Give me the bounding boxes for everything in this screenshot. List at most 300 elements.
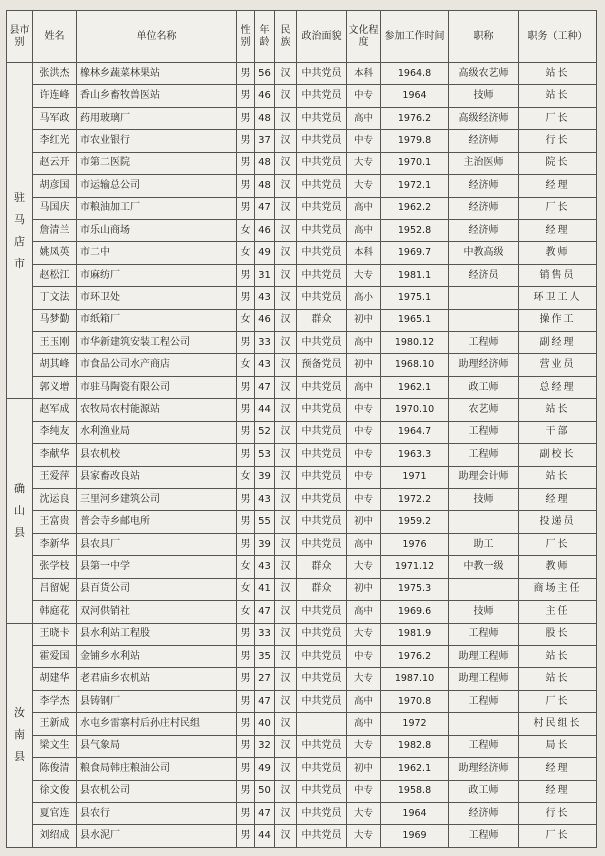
start-date-cell: 1952.8 — [381, 219, 449, 241]
politics-cell: 群众 — [297, 309, 347, 331]
unit-cell: 市麻纺厂 — [77, 264, 237, 286]
start-date-cell: 1964.7 — [381, 421, 449, 443]
politics-cell: 中共党员 — [297, 421, 347, 443]
table-row — [7, 309, 597, 331]
title-cell: 中教一级 — [449, 556, 519, 578]
table-row — [7, 713, 597, 735]
table-row — [7, 63, 597, 85]
table-row — [7, 802, 597, 824]
education-cell: 初中 — [347, 578, 381, 600]
unit-cell: 市华新建筑安装工程公司 — [77, 332, 237, 354]
age-cell: 49 — [255, 758, 275, 780]
education-cell: 中专 — [347, 645, 381, 667]
sex-cell: 男 — [237, 645, 255, 667]
ethnicity-cell: 汉 — [275, 713, 297, 735]
name-cell: 韩庭花 — [33, 601, 77, 623]
title-cell: 经济师 — [449, 802, 519, 824]
column-header: 职务（工种） — [519, 11, 597, 63]
column-header: 单位名称 — [77, 11, 237, 63]
education-cell: 高小 — [347, 287, 381, 309]
age-cell: 47 — [255, 601, 275, 623]
age-cell: 47 — [255, 197, 275, 219]
position-cell: 行长 — [519, 130, 597, 152]
table-row — [7, 130, 597, 152]
position-cell: 教师 — [519, 556, 597, 578]
table-row — [7, 645, 597, 667]
politics-cell — [297, 713, 347, 735]
start-date-cell: 1963.3 — [381, 444, 449, 466]
table-row — [7, 668, 597, 690]
sex-cell: 女 — [237, 354, 255, 376]
column-header: 姓名 — [33, 11, 77, 63]
title-cell: 助理经济师 — [449, 354, 519, 376]
county-cell: 确山县 — [7, 399, 33, 623]
age-cell: 53 — [255, 444, 275, 466]
position-cell: 副校长 — [519, 444, 597, 466]
education-cell: 中专 — [347, 489, 381, 511]
sex-cell: 男 — [237, 825, 255, 848]
title-cell: 政工师 — [449, 780, 519, 802]
start-date-cell: 1975.3 — [381, 578, 449, 600]
name-cell: 马军政 — [33, 107, 77, 129]
name-cell: 许连峰 — [33, 85, 77, 107]
politics-cell: 中共党员 — [297, 287, 347, 309]
ethnicity-cell: 汉 — [275, 466, 297, 488]
position-cell: 总经理 — [519, 376, 597, 398]
unit-cell: 普会寺乡邮电所 — [77, 511, 237, 533]
sex-cell: 女 — [237, 466, 255, 488]
age-cell: 27 — [255, 668, 275, 690]
age-cell: 31 — [255, 264, 275, 286]
table-row — [7, 623, 597, 645]
start-date-cell: 1962.1 — [381, 758, 449, 780]
start-date-cell: 1970.1 — [381, 152, 449, 174]
education-cell: 高中 — [347, 376, 381, 398]
start-date-cell: 1972.2 — [381, 489, 449, 511]
politics-cell: 中共党员 — [297, 802, 347, 824]
title-cell: 工程师 — [449, 421, 519, 443]
age-cell: 47 — [255, 376, 275, 398]
table-row — [7, 152, 597, 174]
start-date-cell: 1965.1 — [381, 309, 449, 331]
title-cell: 工程师 — [449, 825, 519, 848]
start-date-cell: 1976.2 — [381, 645, 449, 667]
age-cell: 33 — [255, 332, 275, 354]
start-date-cell: 1971 — [381, 466, 449, 488]
unit-cell: 市农业银行 — [77, 130, 237, 152]
age-cell: 52 — [255, 421, 275, 443]
name-cell: 姚凤英 — [33, 242, 77, 264]
personnel-table — [6, 10, 597, 848]
sex-cell: 男 — [237, 197, 255, 219]
position-cell: 站长 — [519, 668, 597, 690]
position-cell: 厂长 — [519, 533, 597, 555]
title-cell: 主治医师 — [449, 152, 519, 174]
table-row — [7, 489, 597, 511]
age-cell: 39 — [255, 533, 275, 555]
ethnicity-cell: 汉 — [275, 107, 297, 129]
unit-cell: 橡林乡蔬菜林果站 — [77, 63, 237, 85]
position-cell: 厂长 — [519, 197, 597, 219]
name-cell: 李红光 — [33, 130, 77, 152]
politics-cell: 中共党员 — [297, 601, 347, 623]
ethnicity-cell: 汉 — [275, 309, 297, 331]
start-date-cell: 1981.9 — [381, 623, 449, 645]
name-cell: 徐文俊 — [33, 780, 77, 802]
ethnicity-cell: 汉 — [275, 63, 297, 85]
sex-cell: 男 — [237, 264, 255, 286]
sex-cell: 男 — [237, 668, 255, 690]
sex-cell: 男 — [237, 511, 255, 533]
start-date-cell: 1962.1 — [381, 376, 449, 398]
unit-cell: 农牧局农村能源站 — [77, 399, 237, 421]
position-cell: 厂长 — [519, 107, 597, 129]
position-cell: 操作工 — [519, 309, 597, 331]
table-row — [7, 175, 597, 197]
ethnicity-cell: 汉 — [275, 444, 297, 466]
position-cell: 站长 — [519, 85, 597, 107]
position-cell: 主任 — [519, 601, 597, 623]
position-cell: 厂长 — [519, 690, 597, 712]
unit-cell: 县农机校 — [77, 444, 237, 466]
sex-cell: 男 — [237, 802, 255, 824]
politics-cell: 中共党员 — [297, 466, 347, 488]
age-cell: 43 — [255, 489, 275, 511]
age-cell: 49 — [255, 242, 275, 264]
age-cell: 46 — [255, 85, 275, 107]
education-cell: 中专 — [347, 130, 381, 152]
title-cell — [449, 287, 519, 309]
politics-cell: 中共党员 — [297, 63, 347, 85]
politics-cell: 群众 — [297, 578, 347, 600]
unit-cell: 县农具厂 — [77, 533, 237, 555]
position-cell: 站长 — [519, 645, 597, 667]
name-cell: 陈俊清 — [33, 758, 77, 780]
ethnicity-cell: 汉 — [275, 242, 297, 264]
ethnicity-cell: 汉 — [275, 556, 297, 578]
column-header: 文化程度 — [347, 11, 381, 63]
unit-cell: 粮食局韩庄粮油公司 — [77, 758, 237, 780]
column-header: 年龄 — [255, 11, 275, 63]
ethnicity-cell: 汉 — [275, 219, 297, 241]
table-row — [7, 399, 597, 421]
unit-cell: 三里河乡建筑公司 — [77, 489, 237, 511]
title-cell — [449, 578, 519, 600]
education-cell: 高中 — [347, 713, 381, 735]
start-date-cell: 1979.8 — [381, 130, 449, 152]
education-cell: 大专 — [347, 556, 381, 578]
name-cell: 夏官连 — [33, 802, 77, 824]
name-cell: 梁文生 — [33, 735, 77, 757]
ethnicity-cell: 汉 — [275, 399, 297, 421]
education-cell: 大专 — [347, 735, 381, 757]
sex-cell: 女 — [237, 578, 255, 600]
start-date-cell: 1972.1 — [381, 175, 449, 197]
education-cell: 高中 — [347, 107, 381, 129]
ethnicity-cell: 汉 — [275, 533, 297, 555]
county-cell: 驻马店市 — [7, 63, 33, 399]
unit-cell: 县农机公司 — [77, 780, 237, 802]
sex-cell: 男 — [237, 489, 255, 511]
sex-cell: 男 — [237, 63, 255, 85]
position-cell: 股长 — [519, 623, 597, 645]
table-row — [7, 466, 597, 488]
sex-cell: 男 — [237, 175, 255, 197]
table-row — [7, 825, 597, 848]
age-cell: 56 — [255, 63, 275, 85]
title-cell: 工程师 — [449, 444, 519, 466]
sex-cell: 女 — [237, 309, 255, 331]
unit-cell: 市驻马陶瓷有限公司 — [77, 376, 237, 398]
politics-cell: 中共党员 — [297, 758, 347, 780]
sex-cell: 男 — [237, 107, 255, 129]
table-row — [7, 354, 597, 376]
age-cell: 47 — [255, 802, 275, 824]
age-cell: 48 — [255, 175, 275, 197]
ethnicity-cell: 汉 — [275, 825, 297, 848]
ethnicity-cell: 汉 — [275, 264, 297, 286]
position-cell: 经理 — [519, 219, 597, 241]
unit-cell: 县气象局 — [77, 735, 237, 757]
education-cell: 大专 — [347, 802, 381, 824]
name-cell: 王爱萍 — [33, 466, 77, 488]
table-row — [7, 332, 597, 354]
education-cell: 大专 — [347, 175, 381, 197]
age-cell: 33 — [255, 623, 275, 645]
title-cell: 经济员 — [449, 264, 519, 286]
ethnicity-cell: 汉 — [275, 152, 297, 174]
unit-cell: 水屯乡雷寨村后孙庄村民组 — [77, 713, 237, 735]
unit-cell: 老君庙乡农机站 — [77, 668, 237, 690]
name-cell: 赵军成 — [33, 399, 77, 421]
politics-cell: 中共党员 — [297, 152, 347, 174]
table-row — [7, 107, 597, 129]
name-cell: 吕留妮 — [33, 578, 77, 600]
age-cell: 32 — [255, 735, 275, 757]
title-cell: 经济师 — [449, 130, 519, 152]
start-date-cell: 1976.2 — [381, 107, 449, 129]
column-header: 参加工作时间 — [381, 11, 449, 63]
education-cell: 高中 — [347, 690, 381, 712]
sex-cell: 女 — [237, 242, 255, 264]
politics-cell: 中共党员 — [297, 489, 347, 511]
politics-cell: 中共党员 — [297, 645, 347, 667]
ethnicity-cell: 汉 — [275, 511, 297, 533]
sex-cell: 男 — [237, 130, 255, 152]
education-cell: 大专 — [347, 152, 381, 174]
start-date-cell: 1987.10 — [381, 668, 449, 690]
unit-cell: 药用玻璃厂 — [77, 107, 237, 129]
position-cell: 副经理 — [519, 332, 597, 354]
start-date-cell: 1970.10 — [381, 399, 449, 421]
name-cell: 郭义增 — [33, 376, 77, 398]
politics-cell: 中共党员 — [297, 175, 347, 197]
age-cell: 35 — [255, 645, 275, 667]
column-header: 民族 — [275, 11, 297, 63]
name-cell: 李纯友 — [33, 421, 77, 443]
name-cell: 王富贵 — [33, 511, 77, 533]
name-cell: 马国庆 — [33, 197, 77, 219]
title-cell: 助工 — [449, 533, 519, 555]
table-row — [7, 85, 597, 107]
sex-cell: 女 — [237, 219, 255, 241]
age-cell: 43 — [255, 287, 275, 309]
sex-cell: 男 — [237, 399, 255, 421]
ethnicity-cell: 汉 — [275, 690, 297, 712]
position-cell: 环卫工人 — [519, 287, 597, 309]
start-date-cell: 1970.8 — [381, 690, 449, 712]
name-cell: 霍爱国 — [33, 645, 77, 667]
title-cell — [449, 713, 519, 735]
position-cell: 经理 — [519, 489, 597, 511]
age-cell: 48 — [255, 107, 275, 129]
title-cell: 经济师 — [449, 219, 519, 241]
name-cell: 张洪杰 — [33, 63, 77, 85]
education-cell: 中专 — [347, 421, 381, 443]
start-date-cell: 1981.1 — [381, 264, 449, 286]
table-body — [7, 63, 597, 848]
position-cell: 站长 — [519, 63, 597, 85]
column-header: 性别 — [237, 11, 255, 63]
title-cell: 中教高级 — [449, 242, 519, 264]
start-date-cell: 1972 — [381, 713, 449, 735]
age-cell: 46 — [255, 309, 275, 331]
position-cell: 经理 — [519, 175, 597, 197]
name-cell: 马梦勤 — [33, 309, 77, 331]
name-cell: 王新成 — [33, 713, 77, 735]
education-cell: 中专 — [347, 444, 381, 466]
education-cell: 中专 — [347, 399, 381, 421]
name-cell: 刘绍成 — [33, 825, 77, 848]
ethnicity-cell: 汉 — [275, 780, 297, 802]
name-cell: 詹清兰 — [33, 219, 77, 241]
table-row — [7, 197, 597, 219]
table-row — [7, 376, 597, 398]
position-cell: 经理 — [519, 758, 597, 780]
position-cell: 站长 — [519, 399, 597, 421]
name-cell: 王玉刚 — [33, 332, 77, 354]
age-cell: 47 — [255, 690, 275, 712]
unit-cell: 县水泥厂 — [77, 825, 237, 848]
title-cell: 技师 — [449, 85, 519, 107]
column-header: 职称 — [449, 11, 519, 63]
politics-cell: 中共党员 — [297, 107, 347, 129]
politics-cell: 中共党员 — [297, 780, 347, 802]
education-cell: 高中 — [347, 197, 381, 219]
politics-cell: 中共党员 — [297, 735, 347, 757]
unit-cell: 金铺乡水利站 — [77, 645, 237, 667]
name-cell: 张学枝 — [33, 556, 77, 578]
age-cell: 43 — [255, 556, 275, 578]
unit-cell: 市食品公司水产商店 — [77, 354, 237, 376]
politics-cell: 中共党员 — [297, 668, 347, 690]
title-cell — [449, 309, 519, 331]
name-cell: 胡彦国 — [33, 175, 77, 197]
politics-cell: 中共党员 — [297, 690, 347, 712]
start-date-cell: 1969.6 — [381, 601, 449, 623]
education-cell: 大专 — [347, 264, 381, 286]
sex-cell: 男 — [237, 287, 255, 309]
title-cell: 助理工程师 — [449, 668, 519, 690]
ethnicity-cell: 汉 — [275, 578, 297, 600]
table-row — [7, 601, 597, 623]
politics-cell: 中共党员 — [297, 511, 347, 533]
unit-cell: 香山乡畜牧兽医站 — [77, 85, 237, 107]
age-cell: 44 — [255, 825, 275, 848]
start-date-cell: 1975.1 — [381, 287, 449, 309]
politics-cell: 中共党员 — [297, 264, 347, 286]
education-cell: 大专 — [347, 668, 381, 690]
table-row — [7, 242, 597, 264]
name-cell: 赵云开 — [33, 152, 77, 174]
unit-cell: 水利渔业局 — [77, 421, 237, 443]
ethnicity-cell: 汉 — [275, 802, 297, 824]
table-row — [7, 421, 597, 443]
unit-cell: 县第一中学 — [77, 556, 237, 578]
education-cell: 初中 — [347, 511, 381, 533]
start-date-cell: 1982.8 — [381, 735, 449, 757]
age-cell: 50 — [255, 780, 275, 802]
title-cell: 助理会计师 — [449, 466, 519, 488]
unit-cell: 市乐山商场 — [77, 219, 237, 241]
education-cell: 高中 — [347, 219, 381, 241]
document-page — [6, 10, 596, 848]
education-cell: 本科 — [347, 242, 381, 264]
politics-cell: 中共党员 — [297, 444, 347, 466]
politics-cell: 中共党员 — [297, 376, 347, 398]
table-row — [7, 578, 597, 600]
unit-cell: 市纸箱厂 — [77, 309, 237, 331]
name-cell: 胡其峰 — [33, 354, 77, 376]
unit-cell: 市二中 — [77, 242, 237, 264]
sex-cell: 女 — [237, 556, 255, 578]
name-cell: 沈运良 — [33, 489, 77, 511]
politics-cell: 中共党员 — [297, 399, 347, 421]
county-cell: 汝南县 — [7, 623, 33, 847]
politics-cell: 中共党员 — [297, 332, 347, 354]
title-cell: 政工师 — [449, 376, 519, 398]
start-date-cell: 1958.8 — [381, 780, 449, 802]
start-date-cell: 1980.12 — [381, 332, 449, 354]
table-header-row — [7, 11, 597, 63]
politics-cell: 预备党员 — [297, 354, 347, 376]
ethnicity-cell: 汉 — [275, 489, 297, 511]
title-cell: 技师 — [449, 601, 519, 623]
education-cell: 高中 — [347, 533, 381, 555]
table-row — [7, 735, 597, 757]
table-row — [7, 287, 597, 309]
unit-cell: 市环卫处 — [77, 287, 237, 309]
ethnicity-cell: 汉 — [275, 376, 297, 398]
name-cell: 李献华 — [33, 444, 77, 466]
age-cell: 55 — [255, 511, 275, 533]
title-cell: 经济师 — [449, 175, 519, 197]
position-cell: 销售员 — [519, 264, 597, 286]
education-cell: 中专 — [347, 466, 381, 488]
start-date-cell: 1964 — [381, 85, 449, 107]
politics-cell: 中共党员 — [297, 219, 347, 241]
ethnicity-cell: 汉 — [275, 421, 297, 443]
table-row — [7, 219, 597, 241]
education-cell: 高中 — [347, 601, 381, 623]
unit-cell: 县农行 — [77, 802, 237, 824]
title-cell: 工程师 — [449, 623, 519, 645]
sex-cell: 男 — [237, 152, 255, 174]
sex-cell: 男 — [237, 758, 255, 780]
title-cell: 工程师 — [449, 735, 519, 757]
table-row — [7, 758, 597, 780]
ethnicity-cell: 汉 — [275, 645, 297, 667]
